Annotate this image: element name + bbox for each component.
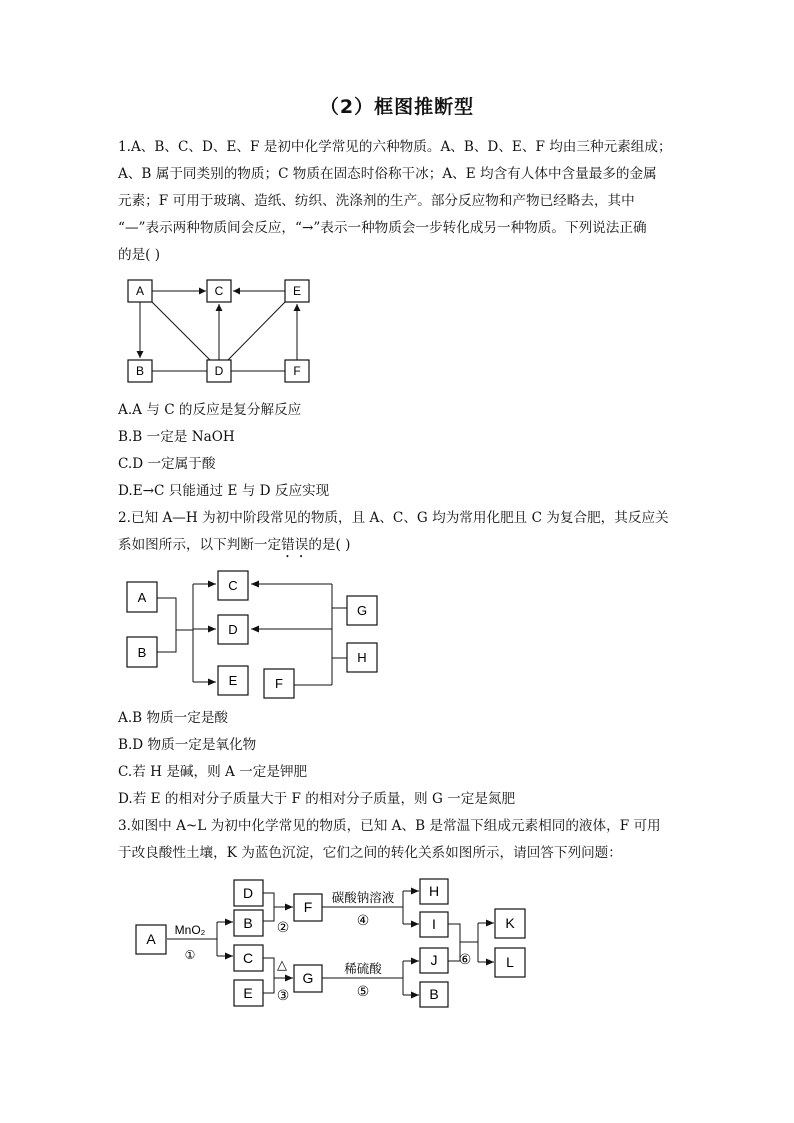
q3-stem-line-2: 于改良酸性土壤，K 为蓝色沉淀，它们之间的转化关系如图所示，请回答下列问题： [118,845,622,861]
q1-option-b: B.B 一定是 NaOH [118,429,235,445]
q3-heat-symbol: △ [277,957,287,972]
q2-emphasis-wrong: 错误 [281,537,309,553]
q3-diagram [130,874,538,1014]
page-title: （2）框图推断型 [319,96,475,118]
q1-node-d: D [214,364,224,378]
q1-node-a: A [135,284,145,298]
q3-step-5: ⑤ [356,983,370,999]
q1-option-c: C.D 一定属于酸 [118,456,216,472]
q3-node-k: K [505,915,515,931]
q2-node-c: C [228,578,238,593]
q3-node-f: F [303,899,313,915]
q2-node-g: G [356,603,368,618]
q2-option-b: B.D 物质一定是氧化物 [118,737,257,753]
q1-stem-line-1: 1.A、B、C、D、E、F 是初中化学常见的六种物质。A、B、D、E、F 均由三种元素组成； [118,139,672,155]
q2-diagram [122,568,384,700]
q1-node-f: F [293,364,301,378]
q3-step-4: ④ [356,912,370,928]
q3-node-b: B [243,915,253,931]
q3-node-a: A [146,931,156,947]
q3-node-e: E [243,985,253,1001]
q3-stem-line-1: 3.如图中 A~L 为初中化学常见的物质，已知 A、B 是常温下组成元素相同的液体，F 可用 [118,818,661,834]
q1-node-c: C [214,284,224,298]
q2-stem-line-2 [118,536,350,561]
q3-reagent-5: 稀硫酸 [344,962,382,976]
q2-stem-line-2-post: 的是( ) [308,537,351,553]
q3-node-i: I [432,916,436,932]
q3-node-b2: B [429,986,439,1002]
q3-node-j: J [430,952,438,968]
q3-step-2: ② [276,919,290,935]
q3-catalyst-label: MnO₂ [174,923,206,937]
q3-node-h: H [428,883,440,899]
q2-node-a: A [137,590,147,605]
q2-node-f: F [275,676,283,691]
q1-node-e: E [292,284,302,298]
q3-step-3: ③ [276,987,290,1003]
q1-stem-line-5: 的是( ) [118,247,161,263]
q3-reagent-4: 碳酸钠溶液 [331,891,395,905]
q1-option-a: A.A 与 C 的反应是复分解反应 [118,402,302,418]
q1-stem-line-2: A、B 属于同类别的物质；C 物质在固态时俗称干冰；A、E 均含有人体中含量最多的金属 [118,166,657,182]
q1-option-d: D.E→C 只能通过 E 与 D 反应实现 [118,483,330,499]
q3-node-l: L [506,954,514,970]
q3-step-6: ⑥ [458,951,472,967]
q3-node-g: G [302,970,314,986]
q1-stem-line-3: 元素；F 可用于玻璃、造纸、纺织、洗涤剂的生产。部分反应物和产物已经略去，其中 [118,193,635,209]
q2-stem-line-2-pre: 系如图所示，以下判断一定 [118,537,282,553]
q2-option-a: A.B 物质一定是酸 [118,710,229,726]
q2-option-c: C.若 H 是碱，则 A 一定是钾肥 [118,764,308,780]
q2-option-d: D.若 E 的相对分子质量大于 F 的相对分子质量，则 G 一定是氮肥 [118,791,516,807]
q2-stem-line-1: 2.已知 A—H 为初中阶段常见的物质，且 A、C、G 均为常用化肥且 C 为复合肥，其反应关 [118,510,669,526]
q2-node-d: D [228,622,238,637]
q2-node-h: H [357,650,367,665]
q3-node-c: C [242,950,254,966]
q3-node-d: D [242,885,254,901]
q1-node-b: B [135,364,145,378]
q1-diagram [122,276,317,388]
q1-stem-line-4: “—”表示两种物质间会反应，“→”表示一种物质会一步转化成另一种物质。下列说法正确 [118,220,647,236]
q2-node-e: E [228,673,238,688]
q2-node-b: B [137,645,147,660]
q3-step-1: ① [184,948,196,962]
